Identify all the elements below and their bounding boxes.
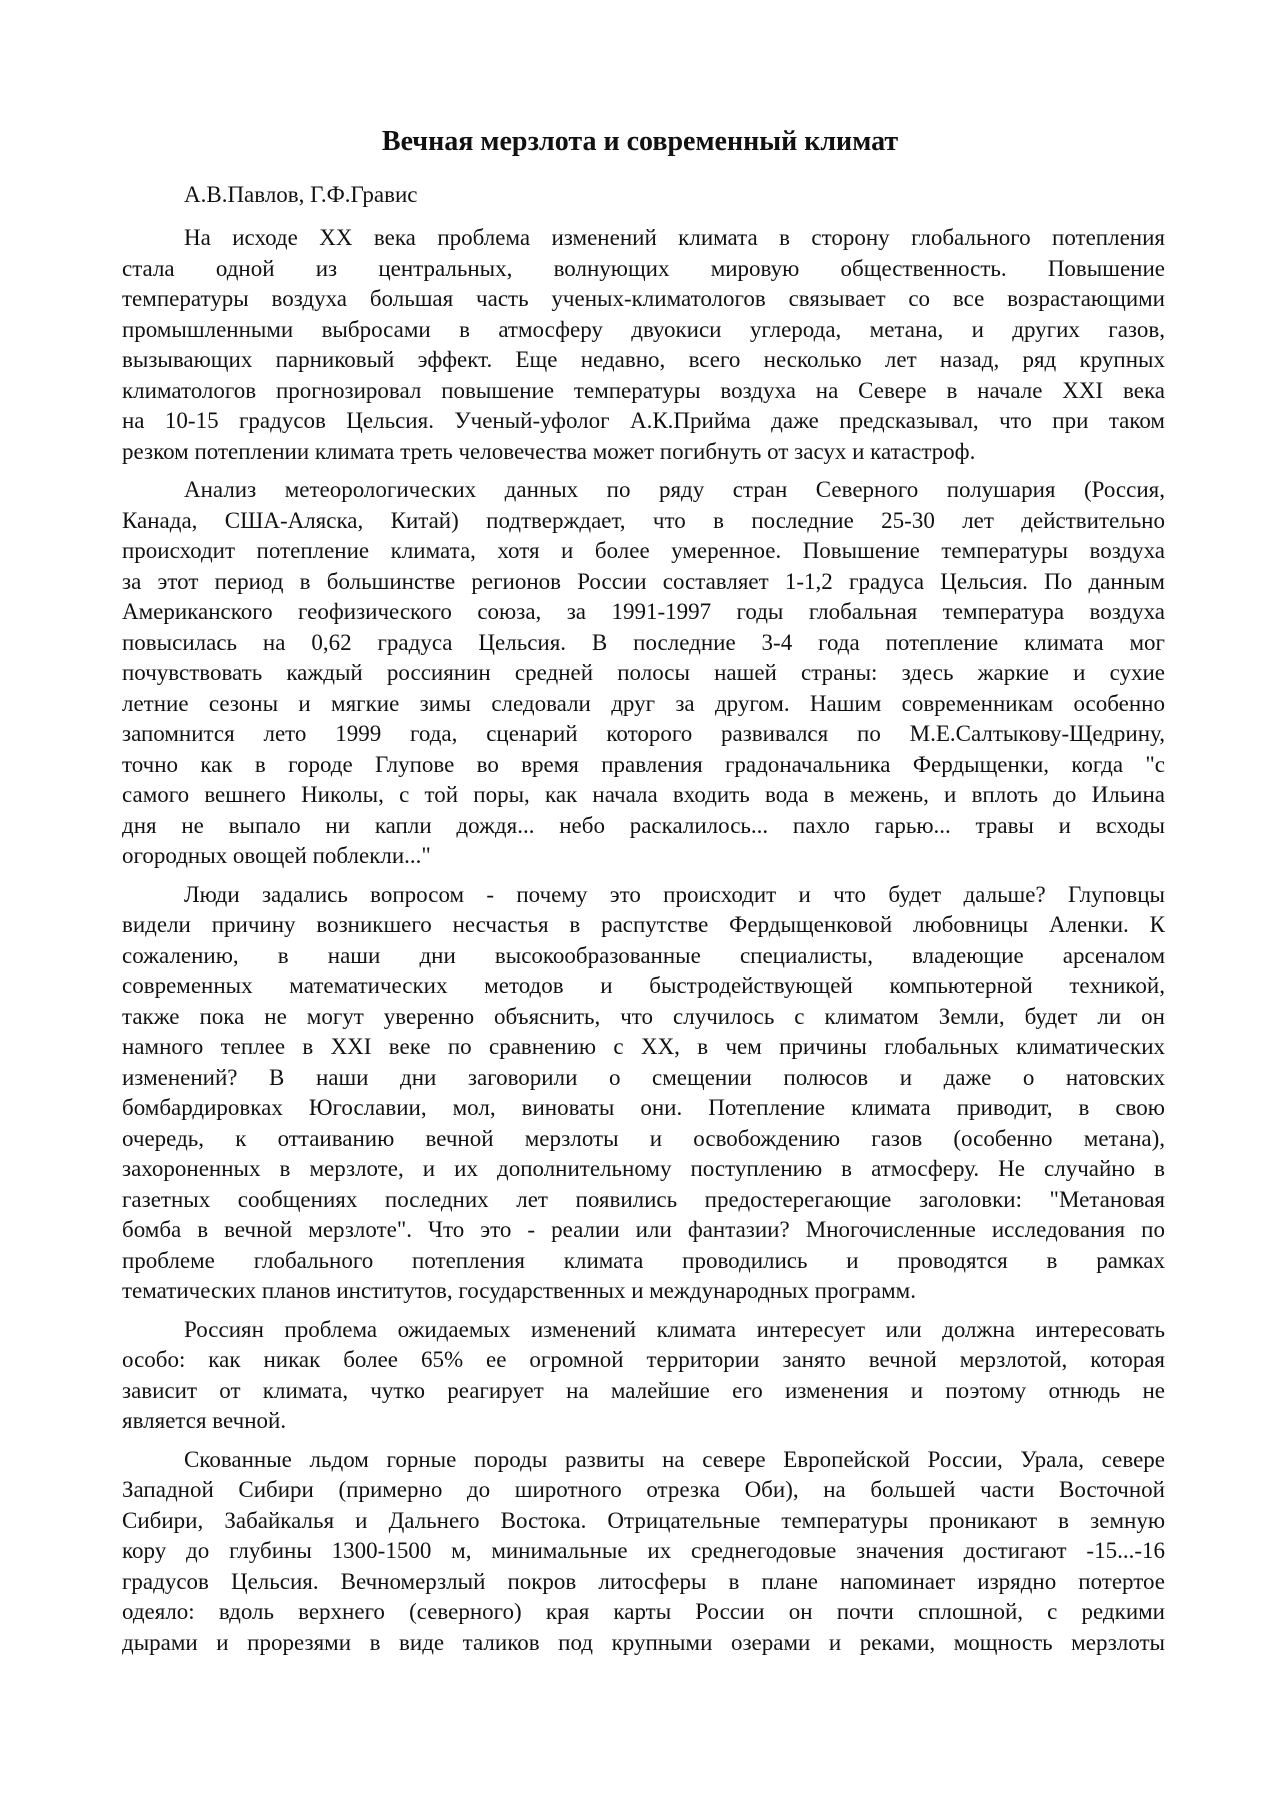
text-line: бомба в вечной мерзлоте". Что это - реалии или фантазии? Многочисленные исследования по xyxy=(122,1217,1165,1242)
text-line: самого вешнего Николы, с той поры, как начала входить вода в межень, и вплоть до Ильина xyxy=(122,782,1165,807)
text-line: за этот период в большинстве регионов России составляет 1-1,2 градуса Цельсия. По данным xyxy=(122,568,1165,594)
text-line: запомнится лето 1999 года, сценарий которого развивался по М.Е.Салтыкову-Щедрину, xyxy=(122,721,1165,746)
text-line: Канада, США-Аляска, Китай) подтверждает, что в последние 25-30 лет действительно xyxy=(122,507,1165,533)
text-line: изменений? В наши дни заговорили о смещении полюсов и даже о натовских xyxy=(122,1064,1165,1090)
text-line: на 10-15 градусов Цельсия. Ученый-уфолог А.К.Прийма даже предсказывал, что при таком xyxy=(122,408,1165,433)
text-line: захороненных в мерзлоте, и их дополнительному поступлению в атмосферу. Не случайно в xyxy=(122,1156,1165,1181)
text-line: Анализ метеорологических данных по ряду стран Северного полушария (Россия, xyxy=(184,477,1165,502)
text-line: кору до глубины 1300-1500 м, минимальные их среднегодовые значения достигают -15...-16 xyxy=(122,1538,1165,1563)
article-title: Вечная мерзлота и современный климат xyxy=(381,126,899,157)
paragraph xyxy=(122,880,1165,1307)
text-line: промышленными выбросами в атмосферу двуокиси углерода, метана, и других газов, xyxy=(122,316,1165,342)
paragraph xyxy=(122,223,1165,467)
text-line: видели причину возникшего несчастья в распутстве Фердыщенковой любовницы Аленки. К xyxy=(122,912,1165,937)
text-line: проблеме глобального потепления климата проводились и проводятся в рамках xyxy=(122,1247,1165,1273)
text-line: Западной Сибири (примерно до широтного отрезка Оби), на большей части Восточной xyxy=(122,1477,1165,1502)
text-line: происходит потепление климата, хотя и более умеренное. Повышение температуры воздуха xyxy=(122,538,1165,563)
text-line: Скованные льдом горные породы развиты на севере Европейской России, Урала, севере xyxy=(184,1446,1165,1472)
text-line: очередь, к оттаиванию вечной мерзлоты и освобождению газов (особенно метана), xyxy=(122,1125,1165,1151)
paragraph xyxy=(122,475,1165,872)
text-line: вызывающих парниковый эффект. Еще недавно, всего несколько лет назад, ряд крупных xyxy=(122,347,1165,372)
text-line: На исходе XX века проблема изменений климата в сторону глобального потепления xyxy=(184,225,1165,250)
article-body xyxy=(122,223,1165,1666)
text-line: Американского геофизического союза, за 1991-1997 годы глобальная температура воздуха xyxy=(122,599,1165,624)
text-line: является вечной. xyxy=(122,1408,287,1433)
text-line: современных математических методов и быстродействующей компьютерной техникой, xyxy=(122,973,1165,998)
text-line: почувствовать каждый россиянин средней полосы нашей страны: здесь жаркие и сухие xyxy=(122,660,1165,685)
text-line: газетных сообщениях последних лет появились предостерегающие заголовки: "Метановая xyxy=(122,1186,1165,1212)
text-line: дырами и прорезями в виде таликов под крупными озерами и реками, мощность мерзлоты xyxy=(122,1629,1165,1655)
text-line: стала одной из центральных, волнующих мировую общественность. Повышение xyxy=(122,255,1165,281)
text-line: летние сезоны и мягкие зимы следовали друг за другом. Нашим современникам особенно xyxy=(122,690,1165,716)
text-line: тематических планов институтов, государственных и международных программ. xyxy=(122,1278,916,1303)
text-line: также пока не могут уверенно объяснить, что случилось с климатом Земли, будет ли он xyxy=(122,1003,1165,1029)
text-line: градусов Цельсия. Вечномерзлый покров литосферы в плане напоминает изрядно потертое xyxy=(122,1568,1165,1594)
text-line: сожалению, в наши дни высокообразованные специалисты, владеющие арсеналом xyxy=(122,942,1165,968)
text-line: Люди задались вопросом - почему это происходит и что будет дальше? Глуповцы xyxy=(184,881,1165,907)
text-line: огородных овощей поблекли..." xyxy=(122,843,431,868)
text-line: температуры воздуха большая часть ученых-климатологов связывает со все возрастающими xyxy=(122,286,1165,311)
text-line: дня не выпало ни капли дождя... небо раскалилось... пахло гарью... травы и всходы xyxy=(122,812,1165,838)
paragraph xyxy=(122,1445,1165,1659)
article-authors: А.В.Павлов, Г.Ф.Гравис xyxy=(184,182,418,207)
text-line: Сибири, Забайкалья и Дальнего Востока. Отрицательные температуры проникают в земную xyxy=(122,1507,1165,1533)
text-line: резком потеплении климата треть человечества может погибнуть от засух и катастроф. xyxy=(122,438,976,464)
text-line: особо: как никак более 65% ее огромной территории занято вечной мерзлотой, которая xyxy=(122,1347,1165,1372)
paragraph xyxy=(122,1315,1165,1437)
text-line: зависит от климата, чутко реагирует на малейшие его изменения и поэтому отнюдь не xyxy=(122,1377,1165,1403)
text-line: одеяло: вдоль верхнего (северного) края карты России он почти сплошной, с редкими xyxy=(122,1599,1165,1624)
text-line: климатологов прогнозировал повышение температуры воздуха на Севере в начале XXI века xyxy=(122,377,1165,403)
text-line: точно как в городе Глупове во время правления градоначальника Фердыщенки, когда "с xyxy=(122,751,1165,777)
text-line: Россиян проблема ожидаемых изменений климата интересует или должна интересовать xyxy=(184,1316,1165,1342)
text-line: намного теплее в XXI веке по сравнению с XX, в чем причины глобальных климатических xyxy=(122,1034,1165,1059)
text-line: повысилась на 0,62 градуса Цельсия. В последние 3-4 года потепление климата мог xyxy=(122,629,1165,655)
text-line: бомбардировках Югославии, мол, виноваты они. Потепление климата приводит, в свою xyxy=(122,1095,1165,1120)
